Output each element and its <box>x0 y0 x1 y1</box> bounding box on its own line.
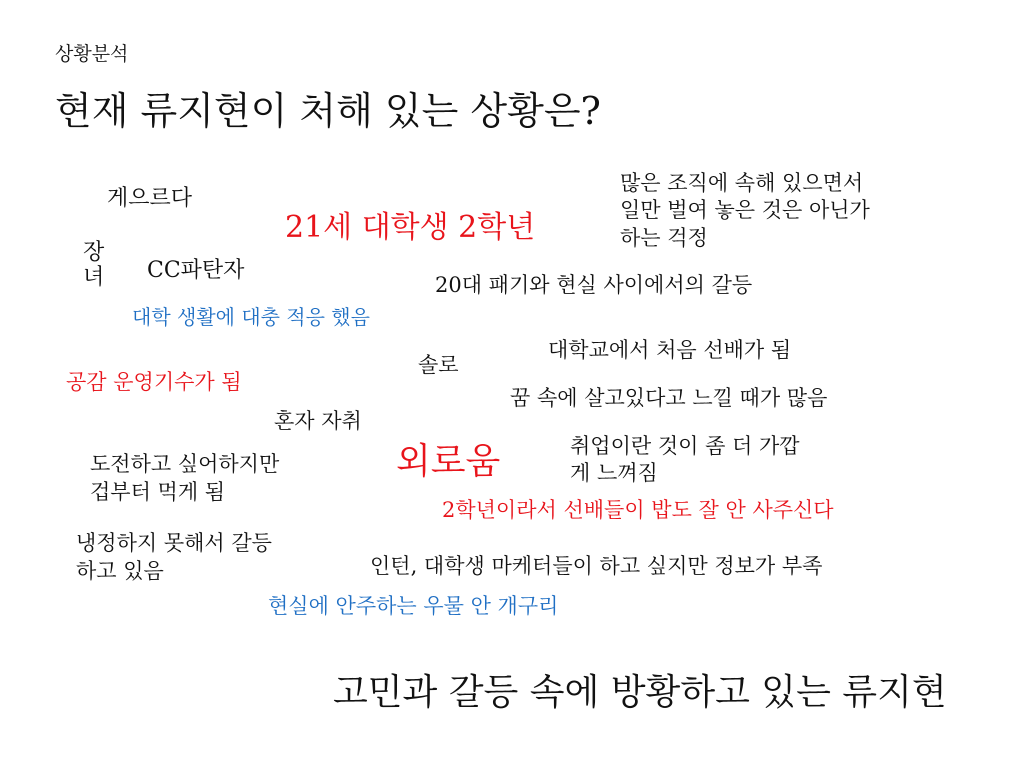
phrase-challenge-line1: 도전하고 싶어하지만 <box>90 452 280 476</box>
phrase-adapted: 대학 생활에 대충 적응 했음 <box>132 305 370 329</box>
phrase-cold-line1: 냉정하지 못해서 갈등 <box>76 531 272 555</box>
phrase-dream: 꿈 속에 살고있다고 느낄 때가 많음 <box>510 386 828 410</box>
phrase-intern: 인턴, 대학생 마케터들이 하고 싶지만 정보가 부족 <box>370 554 823 578</box>
phrase-challenge <box>90 450 279 507</box>
phrase-twenties-conflict: 20대 패기와 현실 사이에서의 갈등 <box>435 273 753 297</box>
phrase-living-alone: 혼자 자취 <box>274 409 362 433</box>
phrase-loneliness: 외로움 <box>396 441 501 482</box>
page-title: 현재 류지현이 처해 있는 상황은? <box>55 89 601 133</box>
phrase-eldest-line2: 녀 <box>83 265 105 291</box>
phrase-job-close-line2: 게 느껴짐 <box>570 461 658 486</box>
phrase-frog: 현실에 안주하는 우물 안 개구리 <box>268 594 559 618</box>
phrase-job-close-line1: 취업이란 것이 좀 더 가깝 <box>570 434 800 458</box>
phrase-many-orgs <box>620 170 870 252</box>
phrase-cold <box>76 529 272 586</box>
phrase-solo: 솔로 <box>418 353 459 377</box>
phrase-empathy-manager: 공감 운영기수가 됨 <box>66 370 242 394</box>
phrase-many-orgs-line1: 많은 조직에 속해 있으면서 <box>620 171 864 195</box>
phrase-cold-line2: 하고 있음 <box>76 559 164 584</box>
phrase-eldest-line1: 장 <box>83 240 105 265</box>
section-label: 상황분석 <box>55 43 129 65</box>
phrase-eldest-daughter <box>83 240 104 291</box>
phrase-lazy: 게으르다 <box>107 186 193 211</box>
phrase-challenge-line2: 겁부터 먹게 됨 <box>90 480 226 505</box>
conclusion-text: 고민과 갈등 속에 방황하고 있는 류지현 <box>333 672 947 713</box>
phrase-student-info: 21세 대학생 2학년 <box>285 210 536 245</box>
phrase-seniors-treat: 2학년이라서 선배들이 밥도 잘 안 사주신다 <box>442 498 834 522</box>
phrase-job-close <box>570 433 800 488</box>
phrase-first-senior: 대학교에서 처음 선배가 됨 <box>548 338 792 362</box>
phrase-many-orgs-line3: 하는 걱정 <box>620 225 708 250</box>
phrase-cc-broken: CC파탄자 <box>147 258 245 283</box>
phrase-many-orgs-line2: 일만 벌여 놓은 것은 아닌가 <box>620 198 870 223</box>
